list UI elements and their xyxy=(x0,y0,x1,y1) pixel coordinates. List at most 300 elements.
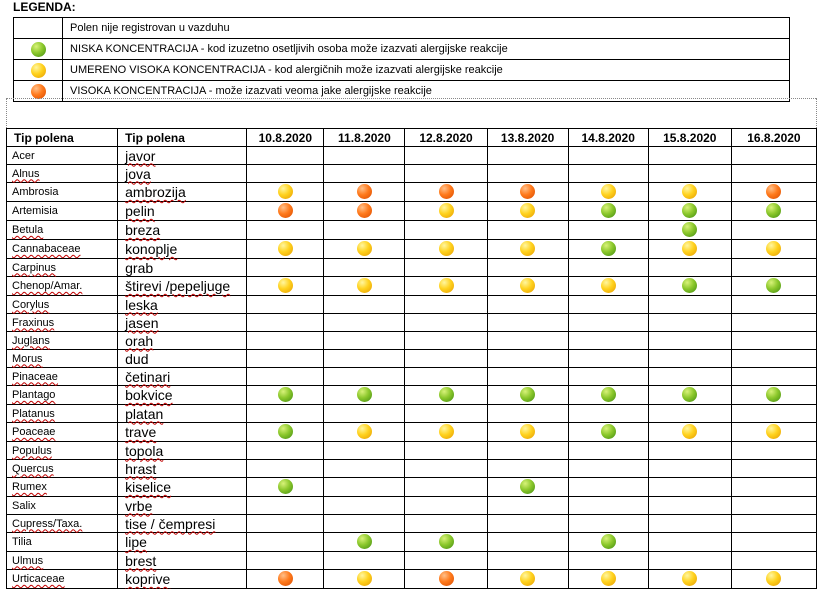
yellow-dot-icon xyxy=(520,241,535,256)
concentration-cell xyxy=(324,240,405,259)
concentration-cell xyxy=(731,350,816,368)
concentration-cell xyxy=(731,202,816,221)
pollen-local-name: dud xyxy=(118,350,247,368)
concentration-cell xyxy=(487,165,568,183)
concentration-cell xyxy=(247,478,324,497)
table-row xyxy=(7,533,817,552)
table-row xyxy=(7,183,817,202)
green-dot-icon xyxy=(520,387,535,402)
table-row xyxy=(7,350,817,368)
concentration-cell xyxy=(405,221,487,240)
concentration-cell xyxy=(731,423,816,442)
concentration-cell xyxy=(568,332,648,350)
concentration-cell xyxy=(247,533,324,552)
concentration-cell xyxy=(731,183,816,202)
concentration-cell xyxy=(648,240,731,259)
concentration-cell xyxy=(487,533,568,552)
pollen-table xyxy=(6,128,817,589)
yellow-dot-icon xyxy=(520,203,535,218)
green-dot-icon xyxy=(278,479,293,494)
concentration-cell xyxy=(405,478,487,497)
concentration-cell xyxy=(731,497,816,515)
pollen-local-name: kiselice xyxy=(118,478,247,497)
concentration-cell xyxy=(324,442,405,460)
table-row xyxy=(7,368,817,386)
pollen-local-name: hrast xyxy=(118,460,247,478)
concentration-cell xyxy=(487,497,568,515)
pollen-local-name: tise / čempresi xyxy=(118,515,247,533)
pollen-latin-name: Pinaceae xyxy=(7,368,118,386)
pollen-local-name: leska xyxy=(118,296,247,314)
concentration-cell xyxy=(648,423,731,442)
concentration-cell xyxy=(648,314,731,332)
pollen-local-name: topola xyxy=(118,442,247,460)
concentration-cell xyxy=(247,202,324,221)
pollen-latin-name: Chenop/Amar. xyxy=(7,277,118,296)
concentration-cell xyxy=(731,259,816,277)
concentration-cell xyxy=(568,296,648,314)
pollen-latin-name: Morus xyxy=(7,350,118,368)
concentration-cell xyxy=(648,183,731,202)
table-row xyxy=(7,259,817,277)
yellow-dot-icon xyxy=(357,571,372,586)
orange-dot-icon xyxy=(278,203,293,218)
concentration-cell xyxy=(487,423,568,442)
concentration-cell xyxy=(487,240,568,259)
table-row xyxy=(7,570,817,589)
table-row xyxy=(7,497,817,515)
green-dot-icon xyxy=(766,203,781,218)
concentration-cell xyxy=(487,368,568,386)
pollen-latin-name: Plantago xyxy=(7,386,118,405)
concentration-cell xyxy=(648,570,731,589)
concentration-cell xyxy=(731,442,816,460)
concentration-cell xyxy=(648,552,731,570)
concentration-cell xyxy=(487,332,568,350)
concentration-cell xyxy=(405,314,487,332)
green-dot-icon xyxy=(682,387,697,402)
concentration-cell xyxy=(247,570,324,589)
concentration-cell xyxy=(568,442,648,460)
table-row xyxy=(7,478,817,497)
concentration-cell xyxy=(731,368,816,386)
pollen-latin-name: Urticaceae xyxy=(7,570,118,589)
green-dot-icon xyxy=(357,534,372,549)
concentration-cell xyxy=(405,386,487,405)
legend-text: NISKA KONCENTRACIJA - kod izuzetno osetljivih osoba može izazvati alergijske reakcije xyxy=(63,39,790,60)
pollen-local-name: lipe xyxy=(118,533,247,552)
date-header: 13.8.2020 xyxy=(487,129,568,147)
yellow-dot-icon xyxy=(682,571,697,586)
yellow-dot-icon xyxy=(278,184,293,199)
concentration-cell xyxy=(247,183,324,202)
concentration-cell xyxy=(405,183,487,202)
concentration-cell xyxy=(487,460,568,478)
table-row xyxy=(7,386,817,405)
legend-row xyxy=(14,18,790,39)
yellow-dot-icon xyxy=(357,424,372,439)
concentration-cell xyxy=(247,221,324,240)
concentration-cell xyxy=(487,314,568,332)
section-divider xyxy=(6,98,816,99)
concentration-cell xyxy=(247,460,324,478)
concentration-cell xyxy=(648,202,731,221)
pollen-latin-name: Salix xyxy=(7,497,118,515)
concentration-cell xyxy=(324,552,405,570)
concentration-cell xyxy=(731,240,816,259)
concentration-cell xyxy=(405,259,487,277)
pollen-local-name: pelin xyxy=(118,202,247,221)
legend-text: Polen nije registrovan u vazduhu xyxy=(63,18,790,39)
concentration-cell xyxy=(324,386,405,405)
concentration-cell xyxy=(568,405,648,423)
green-dot-icon xyxy=(31,42,46,57)
green-dot-icon xyxy=(766,278,781,293)
concentration-cell xyxy=(324,515,405,533)
table-row xyxy=(7,552,817,570)
legend-symbol xyxy=(14,60,63,81)
yellow-dot-icon xyxy=(278,241,293,256)
concentration-cell xyxy=(324,221,405,240)
concentration-cell xyxy=(324,314,405,332)
legend-row xyxy=(14,39,790,60)
legend-symbol xyxy=(14,39,63,60)
concentration-cell xyxy=(247,552,324,570)
concentration-cell xyxy=(247,515,324,533)
concentration-cell xyxy=(648,221,731,240)
concentration-cell xyxy=(487,442,568,460)
concentration-cell xyxy=(247,350,324,368)
concentration-cell xyxy=(487,386,568,405)
concentration-cell xyxy=(648,497,731,515)
pollen-local-name: trave xyxy=(118,423,247,442)
pollen-latin-name: Ambrosia xyxy=(7,183,118,202)
pollen-latin-name: Populus xyxy=(7,442,118,460)
concentration-cell xyxy=(247,277,324,296)
concentration-cell xyxy=(568,350,648,368)
concentration-cell xyxy=(405,405,487,423)
concentration-cell xyxy=(568,478,648,497)
table-row xyxy=(7,277,817,296)
yellow-dot-icon xyxy=(520,424,535,439)
green-dot-icon xyxy=(601,387,616,402)
green-dot-icon xyxy=(357,387,372,402)
pollen-local-name: četinari xyxy=(118,368,247,386)
pollen-local-name: štirevi /pepeljuge xyxy=(118,277,247,296)
concentration-cell xyxy=(568,368,648,386)
pollen-latin-name: Betula xyxy=(7,221,118,240)
table-row xyxy=(7,240,817,259)
concentration-cell xyxy=(405,552,487,570)
concentration-cell xyxy=(568,259,648,277)
concentration-cell xyxy=(568,202,648,221)
concentration-cell xyxy=(568,165,648,183)
concentration-cell xyxy=(487,570,568,589)
concentration-cell xyxy=(648,478,731,497)
pollen-latin-name: Artemisia xyxy=(7,202,118,221)
pollen-local-name: jova xyxy=(118,165,247,183)
table-row xyxy=(7,423,817,442)
concentration-cell xyxy=(648,533,731,552)
concentration-cell xyxy=(324,350,405,368)
concentration-cell xyxy=(568,497,648,515)
concentration-cell xyxy=(487,296,568,314)
concentration-cell xyxy=(405,165,487,183)
legend-symbol xyxy=(14,18,63,39)
header-local: Tip polena xyxy=(118,129,247,147)
table-row xyxy=(7,202,817,221)
green-dot-icon xyxy=(278,424,293,439)
date-header: 14.8.2020 xyxy=(568,129,648,147)
green-dot-icon xyxy=(601,424,616,439)
concentration-cell xyxy=(648,368,731,386)
orange-dot-icon xyxy=(31,84,46,99)
concentration-cell xyxy=(405,147,487,165)
concentration-cell xyxy=(487,147,568,165)
concentration-cell xyxy=(731,296,816,314)
concentration-cell xyxy=(324,570,405,589)
yellow-dot-icon xyxy=(766,241,781,256)
concentration-cell xyxy=(487,277,568,296)
date-header: 16.8.2020 xyxy=(731,129,816,147)
concentration-cell xyxy=(324,332,405,350)
pollen-local-name: breza xyxy=(118,221,247,240)
table-row xyxy=(7,405,817,423)
concentration-cell xyxy=(405,368,487,386)
concentration-cell xyxy=(247,314,324,332)
yellow-dot-icon xyxy=(682,184,697,199)
concentration-cell xyxy=(405,423,487,442)
concentration-cell xyxy=(731,332,816,350)
table-header-row xyxy=(7,129,817,147)
table-row xyxy=(7,442,817,460)
concentration-cell xyxy=(487,259,568,277)
pollen-local-name: koprive xyxy=(118,570,247,589)
section-divider-left xyxy=(6,98,7,128)
date-header: 12.8.2020 xyxy=(405,129,487,147)
green-dot-icon xyxy=(439,387,454,402)
concentration-cell xyxy=(648,277,731,296)
concentration-cell xyxy=(247,423,324,442)
orange-dot-icon xyxy=(357,184,372,199)
yellow-dot-icon xyxy=(682,241,697,256)
pollen-latin-name: Tilia xyxy=(7,533,118,552)
pollen-local-name: grab xyxy=(118,259,247,277)
pollen-local-name: brest xyxy=(118,552,247,570)
yellow-dot-icon xyxy=(766,571,781,586)
legend-text: UMERENO VISOKA KONCENTRACIJA - kod alergičnih može izazvati alergijske reakcije xyxy=(63,60,790,81)
legend-title: LEGENDA: xyxy=(13,0,76,14)
concentration-cell xyxy=(648,350,731,368)
concentration-cell xyxy=(247,497,324,515)
concentration-cell xyxy=(324,147,405,165)
concentration-cell xyxy=(247,332,324,350)
concentration-cell xyxy=(324,259,405,277)
pollen-local-name: javor xyxy=(118,147,247,165)
concentration-cell xyxy=(731,386,816,405)
table-row xyxy=(7,296,817,314)
concentration-cell xyxy=(648,332,731,350)
concentration-cell xyxy=(405,442,487,460)
concentration-cell xyxy=(247,296,324,314)
pollen-latin-name: Quercus xyxy=(7,460,118,478)
concentration-cell xyxy=(731,277,816,296)
legend-text: VISOKA KONCENTRACIJA - može izazvati veoma jake alergijske reakcije xyxy=(63,81,790,102)
yellow-dot-icon xyxy=(357,278,372,293)
concentration-cell xyxy=(487,202,568,221)
concentration-cell xyxy=(731,570,816,589)
pollen-local-name: ambrozija xyxy=(118,183,247,202)
concentration-cell xyxy=(648,165,731,183)
pollen-latin-name: Corylus xyxy=(7,296,118,314)
green-dot-icon xyxy=(766,387,781,402)
yellow-dot-icon xyxy=(601,184,616,199)
concentration-cell xyxy=(731,460,816,478)
yellow-dot-icon xyxy=(31,63,46,78)
pollen-latin-name: Poaceae xyxy=(7,423,118,442)
concentration-cell xyxy=(648,296,731,314)
concentration-cell xyxy=(568,240,648,259)
yellow-dot-icon xyxy=(439,278,454,293)
concentration-cell xyxy=(405,202,487,221)
pollen-local-name: vrbe xyxy=(118,497,247,515)
concentration-cell xyxy=(324,165,405,183)
green-dot-icon xyxy=(601,534,616,549)
green-dot-icon xyxy=(682,222,697,237)
yellow-dot-icon xyxy=(520,571,535,586)
concentration-cell xyxy=(405,240,487,259)
concentration-cell xyxy=(247,147,324,165)
pollen-latin-name: Acer xyxy=(7,147,118,165)
concentration-cell xyxy=(247,259,324,277)
pollen-latin-name: Juglans xyxy=(7,332,118,350)
concentration-cell xyxy=(568,552,648,570)
concentration-cell xyxy=(324,405,405,423)
pollen-latin-name: Rumex xyxy=(7,478,118,497)
green-dot-icon xyxy=(601,203,616,218)
orange-dot-icon xyxy=(357,203,372,218)
table-row xyxy=(7,165,817,183)
concentration-cell xyxy=(324,423,405,442)
concentration-cell xyxy=(731,515,816,533)
pollen-local-name: konoplje xyxy=(118,240,247,259)
concentration-cell xyxy=(731,165,816,183)
concentration-cell xyxy=(731,533,816,552)
concentration-cell xyxy=(324,277,405,296)
concentration-cell xyxy=(405,332,487,350)
concentration-cell xyxy=(731,478,816,497)
yellow-dot-icon xyxy=(439,203,454,218)
concentration-cell xyxy=(324,368,405,386)
pollen-latin-name: Carpinus xyxy=(7,259,118,277)
concentration-cell xyxy=(648,442,731,460)
pollen-latin-name: Fraxinus xyxy=(7,314,118,332)
concentration-cell xyxy=(324,497,405,515)
orange-dot-icon xyxy=(439,184,454,199)
concentration-cell xyxy=(568,570,648,589)
concentration-cell xyxy=(487,515,568,533)
concentration-cell xyxy=(487,552,568,570)
concentration-cell xyxy=(405,460,487,478)
concentration-cell xyxy=(487,183,568,202)
date-header: 10.8.2020 xyxy=(247,129,324,147)
concentration-cell xyxy=(648,515,731,533)
green-dot-icon xyxy=(278,387,293,402)
concentration-cell xyxy=(247,442,324,460)
orange-dot-icon xyxy=(278,571,293,586)
green-dot-icon xyxy=(682,278,697,293)
pollen-latin-name: Cannabaceae xyxy=(7,240,118,259)
yellow-dot-icon xyxy=(439,424,454,439)
concentration-cell xyxy=(247,386,324,405)
table-row xyxy=(7,314,817,332)
orange-dot-icon xyxy=(766,184,781,199)
date-header: 15.8.2020 xyxy=(648,129,731,147)
green-dot-icon xyxy=(520,479,535,494)
concentration-cell xyxy=(247,165,324,183)
concentration-cell xyxy=(648,147,731,165)
concentration-cell xyxy=(568,221,648,240)
green-dot-icon xyxy=(601,241,616,256)
concentration-cell xyxy=(324,460,405,478)
pollen-local-name: jasen xyxy=(118,314,247,332)
green-dot-icon xyxy=(439,534,454,549)
table-row xyxy=(7,515,817,533)
concentration-cell xyxy=(568,533,648,552)
yellow-dot-icon xyxy=(601,571,616,586)
concentration-cell xyxy=(648,386,731,405)
concentration-cell xyxy=(568,314,648,332)
table-row xyxy=(7,460,817,478)
concentration-cell xyxy=(405,350,487,368)
pollen-latin-name: Alnus xyxy=(7,165,118,183)
concentration-cell xyxy=(487,405,568,423)
yellow-dot-icon xyxy=(278,278,293,293)
concentration-cell xyxy=(405,570,487,589)
legend-row xyxy=(14,60,790,81)
concentration-cell xyxy=(731,314,816,332)
concentration-cell xyxy=(405,497,487,515)
concentration-cell xyxy=(568,147,648,165)
concentration-cell xyxy=(731,405,816,423)
concentration-cell xyxy=(731,552,816,570)
yellow-dot-icon xyxy=(357,241,372,256)
table-row xyxy=(7,221,817,240)
concentration-cell xyxy=(487,221,568,240)
concentration-cell xyxy=(324,533,405,552)
orange-dot-icon xyxy=(439,571,454,586)
concentration-cell xyxy=(568,183,648,202)
concentration-cell xyxy=(648,460,731,478)
concentration-cell xyxy=(405,533,487,552)
concentration-cell xyxy=(324,296,405,314)
pollen-local-name: bokvice xyxy=(118,386,247,405)
concentration-cell xyxy=(648,405,731,423)
concentration-cell xyxy=(405,296,487,314)
date-header: 11.8.2020 xyxy=(324,129,405,147)
concentration-cell xyxy=(568,277,648,296)
pollen-latin-name: Platanus xyxy=(7,405,118,423)
concentration-cell xyxy=(648,259,731,277)
yellow-dot-icon xyxy=(520,278,535,293)
concentration-cell xyxy=(405,515,487,533)
green-dot-icon xyxy=(682,203,697,218)
pollen-local-name: orah xyxy=(118,332,247,350)
header-latin: Tip polena xyxy=(7,129,118,147)
concentration-cell xyxy=(731,147,816,165)
concentration-cell xyxy=(568,423,648,442)
concentration-cell xyxy=(247,405,324,423)
